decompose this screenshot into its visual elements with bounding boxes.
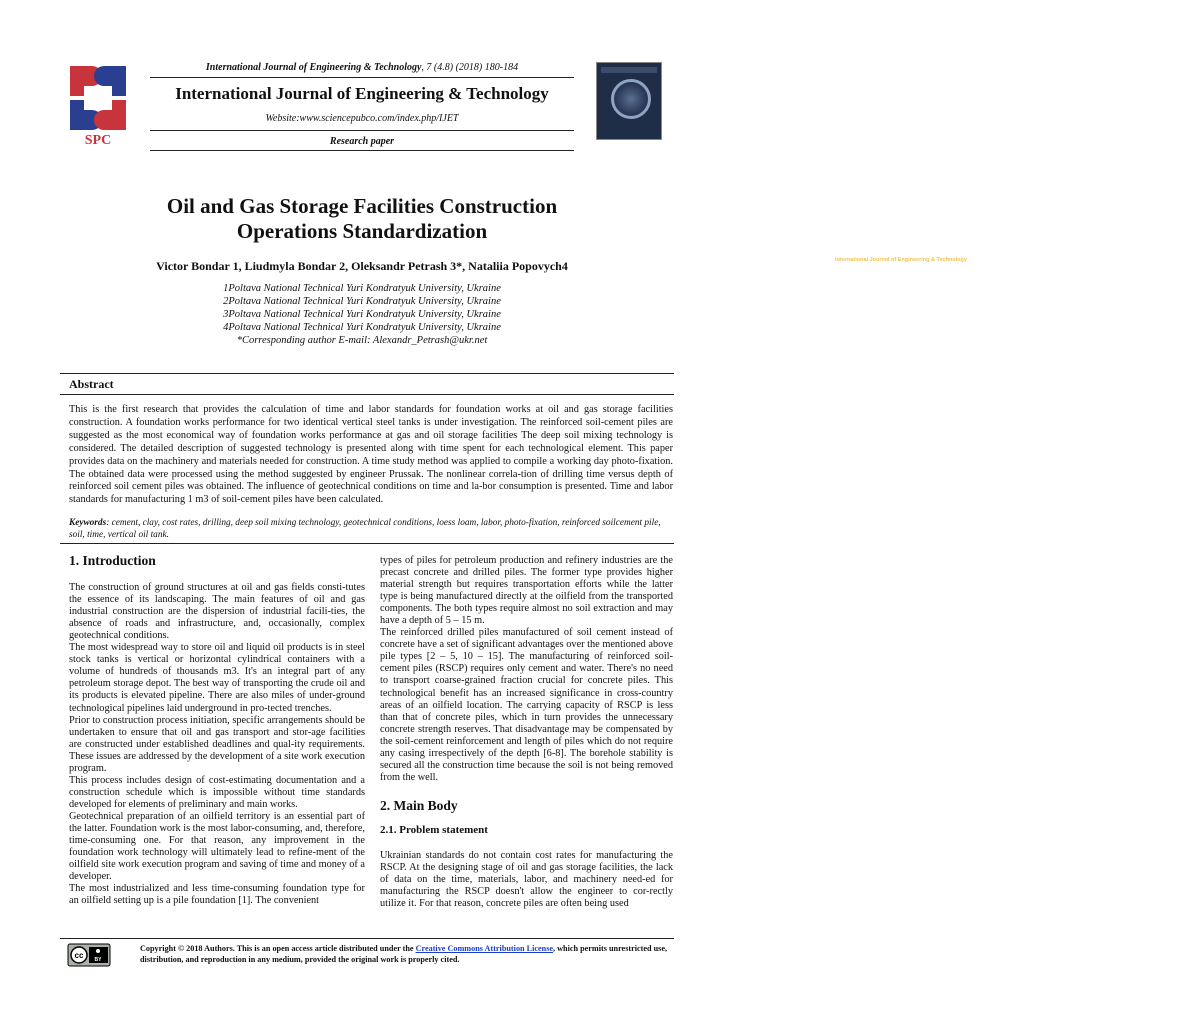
intro-paragraph-6: The most industrialized and less time-consuming foundation type for an oilfield setting up is a pile foundation [1]. The convenient <box>69 883 365 907</box>
paper-title-line-1: Oil and Gas Storage Facilities Construction <box>166 194 558 218</box>
creative-commons-icon <box>68 944 110 966</box>
license-link[interactable]: Creative Commons Attribution License <box>415 944 554 953</box>
header-divider <box>150 77 574 78</box>
corresponding-author: *Corresponding author E-mail: Alexandr_Petrash@ukr.net <box>236 335 488 346</box>
right-paragraph-1: types of piles for petroleum production and refinery industries are the precast concrete and drilled piles. The former type provides higher material strength but requires transportation efforts while the latter type is being manufactured directly at the oilfield from the transported components. The both types require almost no soil extraction and may have a depth of 5 – 15 m. <box>380 555 673 627</box>
copyright-text-before: Copyright © 2018 Authors. This is an open access article distributed under the <box>140 944 416 953</box>
paper-title-line-2: Operations Standardization <box>236 219 488 243</box>
journal-citation-name: International Journal of Engineering & Technology <box>205 62 422 73</box>
journal-website[interactable]: Website:www.sciencepubco.com/index.php/IJET <box>265 113 459 124</box>
intro-paragraph-4: This process includes design of cost-estimating documentation and a construction schedule which is impossible without time standards developed for elements of preliminary and main works. <box>69 774 365 810</box>
intro-paragraph-2: The most widespread way to store oil and liquid oil products is in steel stock tanks is vertical or horizontal cylindrical containers with a volume of hundreds of thousands m3. It's an integral part of any petroleum storage depot. The best way of transporting the crude oil and its products is elevated pipeline. There are also miles of under-ground technological pipelines laid underground in pro-tected trenches. <box>69 642 365 714</box>
left-column <box>69 555 365 907</box>
publisher-logo <box>64 60 132 148</box>
journal-citation-rest: , 7 (4.8) (2018) 180-184 <box>421 62 519 73</box>
keywords-list: : cement, clay, cost rates, drilling, deep soil mixing technology, geotechnical conditions, loess loam, labor, photo-fixation, reinforced soilcement pile, soil, time, vertical oil tank. <box>69 518 661 540</box>
problem-paragraph: Ukrainian standards do not contain cost rates for manufacturing the RSCP. At the designing stage of oil and gas storage facilities, the lack of data on the time, materials, labor, and machinery need-ed for manufacturing the RSCP doesn't allow the engineer to cor-rectly utilize it. For that reason, concrete piles are often being used <box>380 849 673 910</box>
abstract-top-rule <box>60 373 674 374</box>
copyright-text-after: , which permits unrestricted use, distribution, and reproduction in any medium, provided the original work is properly cited. <box>140 944 668 964</box>
intro-paragraph-5: Geotechnical preparation of an oilfield territory is an essential part of the latter. Foundation work is the most labor-consuming, and, therefore, time-consuming one. For that reason, any improvement in the foundation work technology will ultimately lead to refine-ment of the oilfield site work execution program and saving of time and money of a developer. <box>69 810 365 883</box>
footer-rule <box>60 938 674 939</box>
affiliation-4: 4Poltava National Technical Yuri Kondratyuk University, Ukraine <box>223 322 501 333</box>
header-divider-2 <box>150 130 574 131</box>
affiliation-1: 1Poltava National Technical Yuri Kondratyuk University, Ukraine <box>223 283 501 294</box>
abstract-heading: Abstract <box>69 377 114 391</box>
publisher-logo-text: SPC <box>84 133 112 148</box>
copyright-notice <box>140 944 680 965</box>
journal-cover-image: International Journal of Engineering & Technology <box>596 62 662 140</box>
journal-name: International Journal of Engineering & Technology <box>175 84 549 103</box>
abstract-text: This is the first research that provides the calculation of time and labor standards for foundation works at oil and gas storage facilities construction. A foundation works performance for two identical vertical steel tanks is under investigation. The reinforced soil-cement piles are suggested as the most economical way of foundation works performance at gas and oil storage facilities The deep soil mixing technology is considered. The detailed description of suggested technology is presented along with time spent for each technological element. This paper provides data on the machinery and materials needed for construction. A time study method was applied to compile a working day photo-fixation. The obtained data were processed using the method suggested by engineer Prussak. The nonlinear correla-tion of drilling time versus depth of reinforced soil cement piles was obtained. The influence of geotechnical conditions on time and la-bor consumption is presented. Time and labor standards for manufacturing 1 m3 of soil-cement piles have been calculated. <box>69 404 673 506</box>
journal-citation <box>150 62 574 73</box>
abstract-rule <box>60 394 674 395</box>
spc-logo-icon <box>64 60 132 148</box>
right-column <box>380 555 673 910</box>
right-paragraph-2: The reinforced drilled piles manufactured of soil cement instead of concrete have a set of significant advantages over the mentioned above pile types [2 – 5, 10 – 15]. The manufacturing of reinforced soil-cement piles (RSCP) requires only cement and water. There's no need to transport coarse-grained fraction crucial for concrete piles. This technological benefit has an increased significance in cross-country areas of an oilfield location. The carrying capacity of RSCP is less than that of concrete piles, which in turn provides the unnecessary concrete strength reserves. That disadvantage may be compensated by the soil-cement reinforcement and length of piles which do not require any casing irrespectively of the depth [6-8]. The borehole stability is secured all the construction time because the soil is not being removed from the well. <box>380 627 673 783</box>
paper-type: Research paper <box>329 136 395 147</box>
section-heading-introduction: 1. Introduction <box>69 553 156 568</box>
subsection-heading-problem-statement: 2.1. Problem statement <box>380 823 488 836</box>
intro-paragraph-3: Prior to construction process initiation, specific arrangements should be undertaken to ensure that oil and gas transport and stor-age facilities are constructed under established deadlines and qual-ity requirements. These issues are addressed by the development of a site work execution program. <box>69 714 365 774</box>
affiliation-2: 2Poltava National Technical Yuri Kondratyuk University, Ukraine <box>223 296 501 307</box>
keywords-label: Keywords <box>69 518 107 528</box>
cc-label: cc <box>74 951 84 960</box>
authors: Victor Bondar 1, Liudmyla Bondar 2, Oleksandr Petrash 3*, Nataliia Popovych4 <box>156 259 568 273</box>
by-label: BY <box>94 957 102 963</box>
header-divider-3 <box>150 150 574 151</box>
intro-paragraph-1: The construction of ground structures at oil and gas fields consti-tutes the essence of its landscaping. The main features of oil and gas industrial construction are the dispersion of industrial facili-ties, the absence of roads and infrastructure, and, occasionally, complex geotechnical conditions. <box>69 582 365 642</box>
section-heading-main-body: 2. Main Body <box>380 797 458 813</box>
paper-title <box>60 194 664 244</box>
keywords-rule <box>60 543 674 544</box>
keywords <box>69 517 673 541</box>
affiliation-3: 3Poltava National Technical Yuri Kondratyuk University, Ukraine <box>223 309 501 320</box>
affiliations <box>60 282 664 347</box>
cc-by-badge[interactable] <box>68 944 110 966</box>
